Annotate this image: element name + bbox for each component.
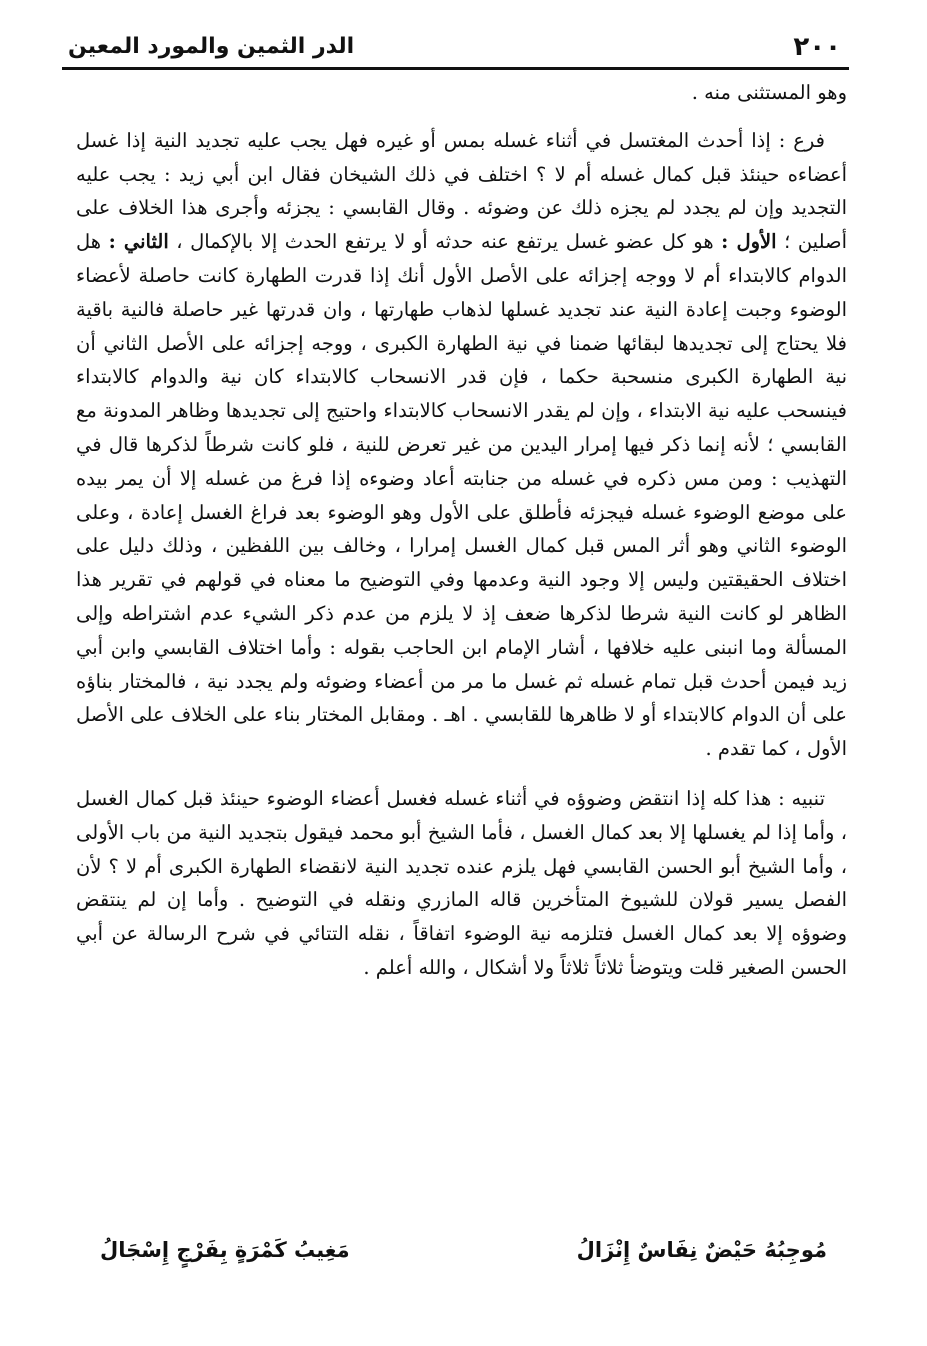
far-text-3: هل الدوام كالابتداء أم لا ووجه إجزائه على الأصل الأول أنك إذا قدرت الطهارة كانت حاصلة لأعضاء الوضوء وجبت إعادة النية عند تجديد غسلها لذهاب طهارتها ، وان قدرتها غير حاصلة فالنية باقية فلا يحتاج إلى تجديدها لبقائها ضمنا في نية الطهارة الكبرى ، ووجه إجزائه على الأصل الثاني أن نية الطهارة الكبرى منسحبة حكما ، فإن قدر الانسحاب كالابتداء كان نية والدوام كالابتداء فينسحب عليه نية الابتداء ، وإن لم يقدر الانسحاب كالابتداء واحتيج إلى تجديدها وظاهر المدونة مع القابسي ؛ لأنه إنما ذكر فيها إمرار اليدين من غير تعرض للنية ، فلو كانت شرطاً لذكرها قال في التهذيب : ومن مس ذكره في غسله من جنابته أعاد وضوءه إذا فرغ من غسله إلا أن يمر بيده على موضع الوضوء غسله فيجزئه فأطلق على الأول وهو الوضوء بعد فراغ الغسل إعادة ، وعلى الوضوء الثاني وهو أثر المس قبل كمال الغسل إمرارا ، وخالف بين اللفظين ، وذلك دليل على اختلاف الحقيقتين وليس إلا وجود النية وعدمها وفي التوضيح ما معناه في قولهم في تقرير هذا الظاهر لو كانت النية شرطا لذكرها ضعف إذ لا يلزم من عدم ذكر الشيء عدم اشتراطه وإلى المسألة وما انبنى عليه خلافها ، أشار الإمام ابن الحاجب بقوله : وأما اختلاف القابسي وابن أبي زيد فيمن أحدث قبل تمام غسله ثم غسل ما مر من أعضاء وضوئه ولم يجدد نية ، فالمختار بناؤه على أن الدوام كالابتداء أو لا ظاهرها للقابسي . اهـ . ومقابل المختار بناء على الخلاف على الأصل الأول ، كما تقدم . [76, 230, 847, 761]
far-label: فرع : [778, 128, 825, 152]
page-number: ٢٠٠ [793, 32, 841, 62]
far-text-1: إذا أحدث المغتسل في أثناء غسله بمس أو غيره فهل يجب عليه تجديد النية إذا غسل أعضاءه حينئذ قبل كمال غسله أم لا ؟ اختلف في ذلك الشيخان فقال ابن أبي زيد : يجب عليه التجديد وإن لم يجدد لم يجزه ذلك عن وضوئه . وقال القابسي : يجزئه وأجرى هذا الخلاف على أصلين ؛ [76, 128, 847, 254]
second-principle-label: الثاني : [108, 230, 169, 254]
verse-second-hemistich: مَغِيبُ كَمْرَةٍ بِفَرْجٍ إِسْجَالُ [100, 1238, 350, 1262]
paragraph-tanbih [76, 782, 847, 985]
paragraph-far [76, 124, 847, 766]
verse-first-hemistich: مُوجِبُهُ حَيْضٌ نِفَاسٌ إِنْزَالُ [576, 1238, 827, 1262]
poem-verse [100, 1228, 827, 1272]
header-divider [62, 67, 849, 70]
page-body [76, 76, 847, 985]
tanbih-label: تنبيه : [778, 786, 825, 810]
book-title: الدر الثمين والمورد المعين [68, 34, 355, 59]
intro-line: وهو المستثنى منه . [691, 81, 847, 104]
tanbih-text: هذا كله إذا انتقض وضوؤه في أثناء غسله فغسل أعضاء الوضوء حينئذ قبل كمال الغسل ، وأما إذا لم يغسلها إلا بعد كمال الغسل ، فأما الشيخ أبو محمد فيقول بتجديد النية من باب الأولى ، وأما الشيخ أبو الحسن القابسي فهل يلزم عنده تجديد النية لانقضاء الطهارة الكبرى أم لا ؟ لأن الفصل يسير قولان للشيوخ المتأخرين قاله المازري ونقله في التوضيح . وأما إن لم ينتقض وضوؤه إلا بعد كمال الغسل فتلزمه نية الوضوء اتفاقاً ، نقله التتائي في شرح الرسالة عن أبي الحسن الصغير قلت ويتوضأ ثلاثاً ثلاثاً ولا أشكال ، والله أعلم . [76, 786, 848, 979]
first-principle-label: الأول : [721, 230, 777, 254]
page-header [62, 30, 847, 66]
far-text-2: هو كل عضو غسل يرتفع عنه حدثه أو لا يرتفع الحدث إلا بالإكمال ، [176, 230, 714, 254]
